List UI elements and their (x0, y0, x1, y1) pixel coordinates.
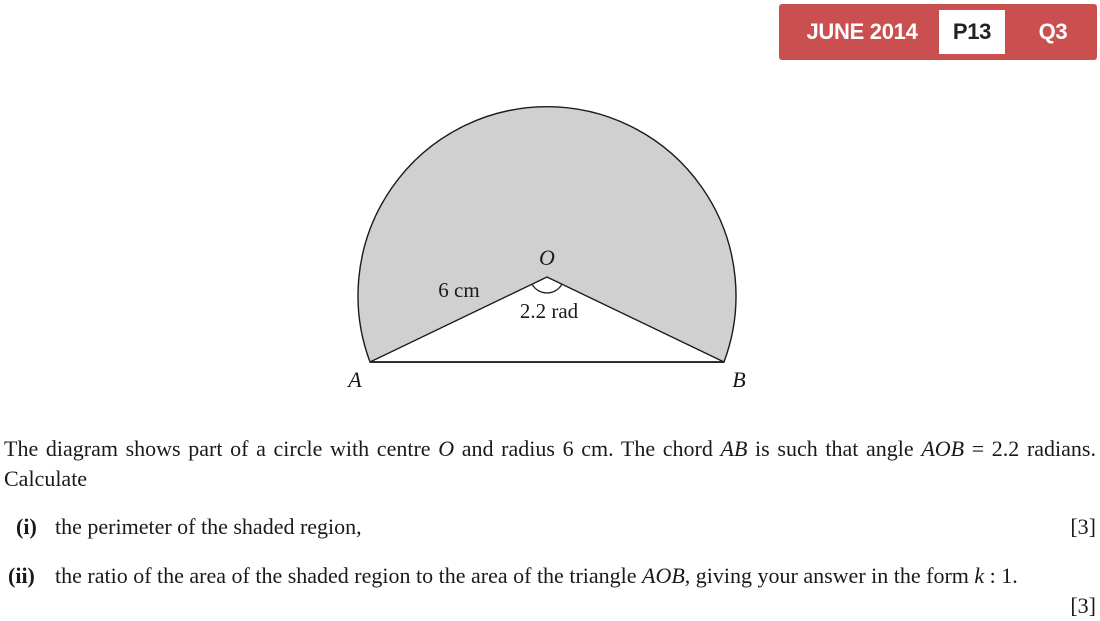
part-ii-text-3: : 1. (984, 563, 1018, 588)
part-ii-text-1: the ratio of the area of the shaded region to the area of the triangle (55, 563, 643, 588)
part-ii-text (55, 561, 1098, 591)
part-ii-text-2: , giving your answer in the form (684, 563, 975, 588)
center-label: O (539, 245, 555, 270)
part-ii-k: k (974, 563, 985, 588)
part-ii-label: (ii) (8, 563, 35, 588)
question-part-ii (0, 561, 1100, 621)
stem-text-4: = 2.2 radians. Calculate (4, 436, 1096, 491)
point-a-label: A (348, 367, 362, 392)
point-b-label: B (732, 367, 746, 392)
part-ii-triangle-aob: AOB (642, 563, 685, 588)
stem-text-2: and radius 6 cm. The chord (454, 436, 721, 461)
exam-date: JUNE 2014 (806, 19, 918, 44)
question-part-i (0, 512, 1100, 542)
part-i-text: the perimeter of the shaded region, (55, 514, 362, 539)
stem-chord-ab: AB (720, 436, 748, 461)
question-stem (4, 434, 1096, 494)
stem-center-o: O (438, 436, 455, 461)
stem-angle-aob: AOB (921, 436, 965, 461)
angle-label: 2.2 rad (519, 299, 579, 323)
radius-label: 6 cm (438, 278, 480, 302)
part-i-marks: [3] (1070, 514, 1096, 539)
paper-number: P13 (939, 10, 1005, 54)
question-number: Q3 (1038, 19, 1068, 44)
part-ii-marks: [3] (1070, 593, 1096, 618)
stem-text-1: The diagram shows part of a circle with centre (4, 436, 439, 461)
part-i-label: (i) (16, 514, 37, 539)
stem-text-3: is such that angle (747, 436, 922, 461)
